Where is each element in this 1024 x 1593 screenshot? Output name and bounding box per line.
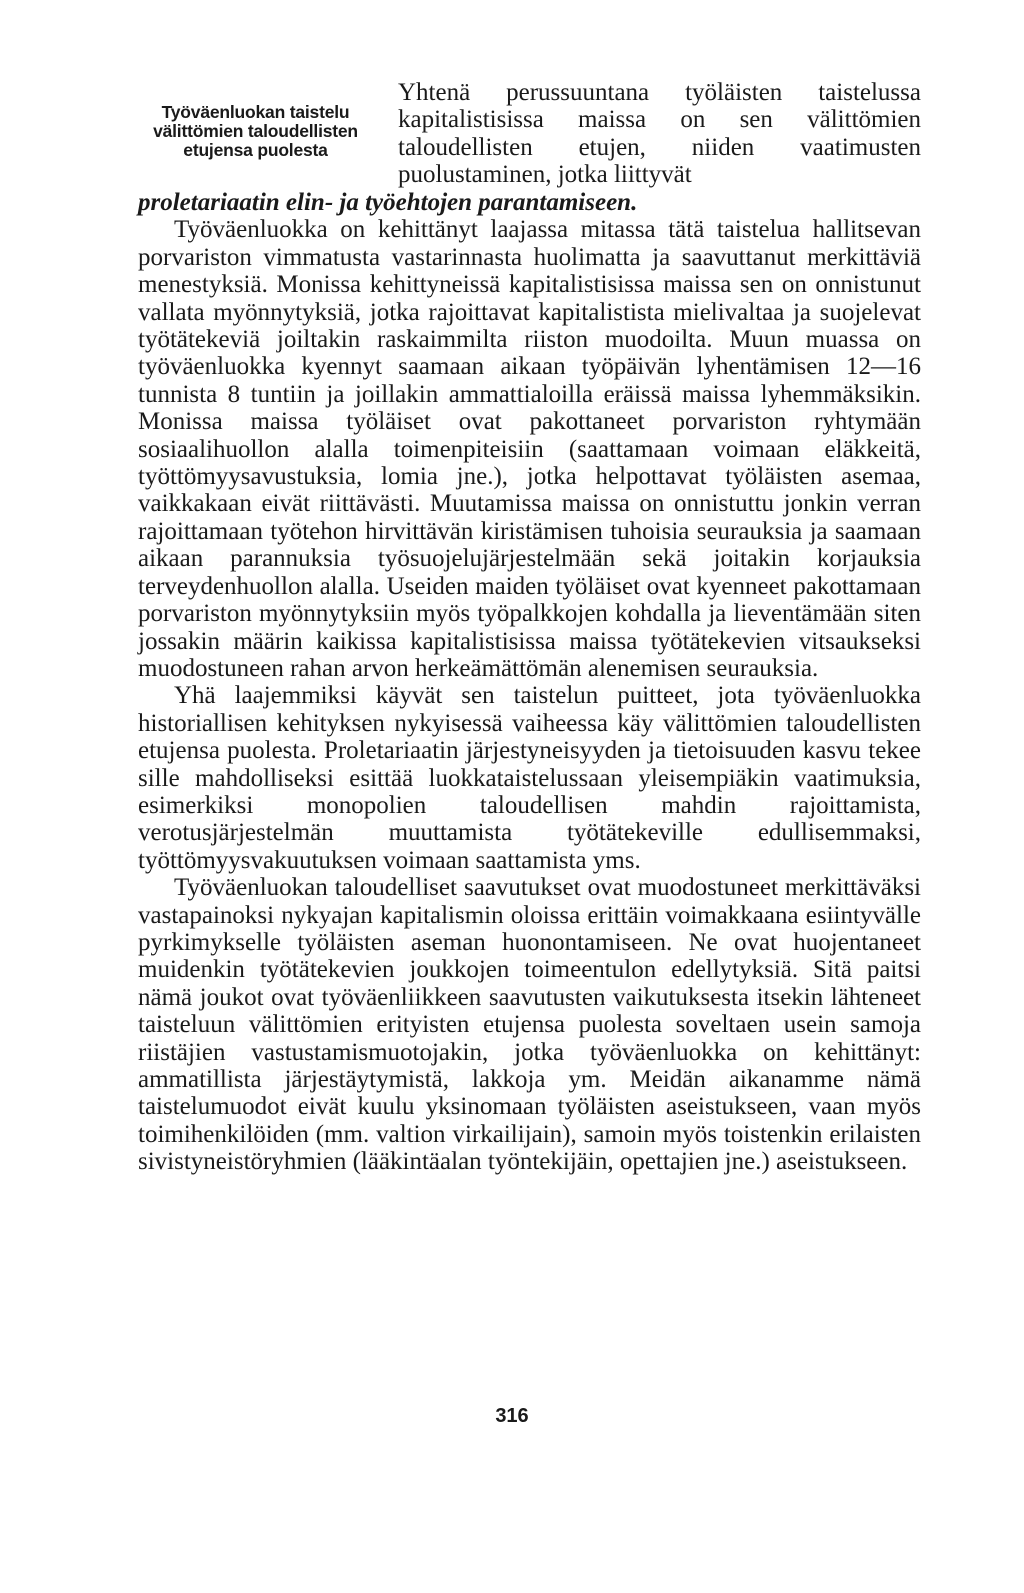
margin-heading: Työväenluokan taistelu välittömien taloudellisten etujensa puolesta (153, 102, 358, 160)
intro-continuation (138, 189, 921, 216)
paragraph-1: Työväenluokka on kehittänyt laajassa mitassa tätä taistelua hallitsevan porvariston vimmatusta vastarinnasta huolimatta ja saavuttanut merkittäviä menestyksiä. Monissa kehittyneissä kapitalistisissa maissa sen on onnistunut vallata myönnytyksiä, jotka rajoittavat kapitalistista mielivaltaa ja suojelevat työtätekeviä joiltakin raskaimmilta riiston muodoilta. Muun muassa on työväenluokka kyennyt saamaan aikaan työpäivän lyhentämisen 12—16 tunnista 8 tuntiin ja joillakin ammattialoilla eräissä maissa lyhemmäksikin. Monissa maissa työläiset ovat pakottaneet porvariston ryhtymään sosiaalihuollon alalla toimenpiteisiin (saattamaan voimaan eläkkeitä, työttömyysavustuksia, lomia jne.), jotka helpottavat työläisten asemaa, vaikkakaan eivät riittävästi. Muutamissa maissa on onnistuttu jonkin verran rajoittamaan työtehon hirvittävän kiristämisen tuhoisia seurauksia ja saamaan aikaan parannuksia työsuojelujärjestelmään sekä joitakin korjauksia terveydenhuollon alalla. Useiden maiden työläiset ovat kyenneet pakottamaan porvariston myönnytyksiin myös työpalkkojen kohdalla ja lieventämään siten jossakin määrin kaikissa kapitalistisissa maissa työtätekevien vitsaukseksi muodostuneen rahan arvon herkeämättömän alenemisen seurauksia. (138, 216, 921, 682)
paragraph-2: Yhä laajemmiksi käyvät sen taistelun puitteet, jota työväenluokka historiallisen kehityksen nykyisessä vaiheessa käy välittömien taloudellisten etujensa puolesta. Proletariaatin järjestyneisyyden ja tietoisuuden kasvu tekee sille mahdolliseksi esittää luokkataistelussaan yleisempiäkin vaatimuksia, esimerkiksi monopolien taloudellisen mahdin rajoittamista, verotusjärjestelmän muuttamista työtätekeville edullisemmaksi, työttömyysvakuutuksen voimaan saattamista yms. (138, 682, 921, 874)
intro-emphasis: proletariaatin elin- ja työehtojen parantamiseen. (138, 189, 638, 216)
body-text (138, 189, 921, 1176)
intro-paragraph (398, 79, 921, 189)
paragraph-3: Työväenluokan taloudelliset saavutukset ovat muodostuneet merkittäväksi vastapainoksi nykyajan kapitalismin oloissa erittäin voimakkaana esiintyvälle pyrkimykselle työläisten aseman huonontamiseen. Ne ovat huojentaneet muidenkin työtätekevien joukkojen toimeentulon edellytyksiä. Sitä paitsi nämä joukot ovat työväenliikkeen saavutusten vaikutuksesta itsekin lähteneet taisteluun välittömien erityisten etujensa puolesta soveltaen usein samoja riistäjien vastustamismuotojakin, jotka työväenluokka on kehittänyt: ammatillista järjestäytymistä, lakkoja ym. Meidän aikanamme nämä taistelumuodot eivät kuulu yksinomaan työläisten aseistukseen, vaan myös toimihenkilöiden (mm. valtion virkailijain), samoin myös toistenkin erilaisten sivistyneistöryhmien (lääkintäalan työntekijäin, opettajien jne.) aseistukseen. (138, 874, 921, 1176)
intro-text: Yhtenä perussuuntana työläisten taistelussa kapitalistisissa maissa on sen välittömien taloudellisten etujen, niiden vaatimusten puolustaminen, jotka liittyvät (398, 79, 921, 189)
page-number: 316 (495, 1405, 529, 1427)
